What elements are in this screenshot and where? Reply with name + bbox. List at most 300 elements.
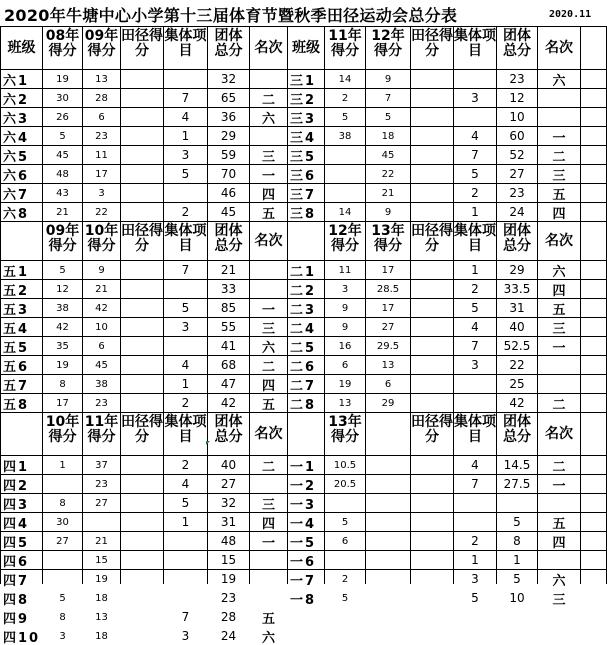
group-score-cell: 1 xyxy=(471,553,479,567)
class-name-cell: 二4 xyxy=(290,321,317,336)
rank-cell xyxy=(538,375,580,393)
class-name-cell: 四10 xyxy=(3,630,41,645)
grade-score-cell xyxy=(366,570,410,588)
group-score-cell: 7 xyxy=(471,339,479,353)
grade-score-cell: 6 xyxy=(341,535,349,547)
class-name-cell: 六1 xyxy=(3,73,30,88)
total-score-cell: 12 xyxy=(509,91,525,105)
rank-cell xyxy=(538,356,580,374)
total-score-cell: 40 xyxy=(220,458,237,472)
grade-score-cell: 38 xyxy=(338,130,352,142)
group-score-cell xyxy=(164,184,207,202)
group-score-cell xyxy=(164,551,207,569)
total-score-cell: 14.5 xyxy=(503,458,531,472)
rank-cell: 一 xyxy=(552,478,566,493)
class-name-cell: 四6 xyxy=(3,554,30,569)
total-score-cell: 5 xyxy=(513,572,521,586)
grade-score-cell xyxy=(411,494,453,512)
column-header-field: 田径得分 xyxy=(121,28,163,59)
rank-cell xyxy=(538,108,580,126)
class-name-cell: 六8 xyxy=(3,206,30,221)
class-name-cell: 一1 xyxy=(290,459,317,474)
grade-score-cell xyxy=(411,318,453,336)
class-name-cell: 二8 xyxy=(290,397,317,412)
grade-score-cell xyxy=(411,203,453,221)
grade-score-cell: 28.5 xyxy=(376,283,400,295)
group-score-cell: 7 xyxy=(181,610,190,624)
grade-score-cell: 9 xyxy=(341,302,349,314)
grade-score-cell: 5 xyxy=(341,592,349,604)
group-score-cell: 7 xyxy=(181,91,190,105)
grade-score-cell: 5 xyxy=(341,111,349,123)
class-name-cell: 二5 xyxy=(290,340,317,355)
column-header-class: 班级 xyxy=(7,39,36,56)
group-score-cell: 1 xyxy=(181,515,190,529)
column-header-g09: 09年得分 xyxy=(45,223,80,254)
grade-score-cell: 11 xyxy=(95,149,108,161)
column-header-g13: 13年得分 xyxy=(328,414,362,445)
column-header-g12: 12年得分 xyxy=(371,28,405,59)
class-name-cell: 三7 xyxy=(290,187,317,202)
group-score-cell: 7 xyxy=(181,263,190,277)
class-name-cell: 六7 xyxy=(3,187,30,202)
rank-cell: 四 xyxy=(552,206,566,221)
class-name-cell: 三5 xyxy=(290,149,317,164)
group-score-cell: 7 xyxy=(471,148,479,162)
total-score-cell: 33.5 xyxy=(503,282,531,296)
group-score-cell: 5 xyxy=(471,591,479,605)
grade-score-cell: 15 xyxy=(95,554,108,566)
rank-cell xyxy=(250,570,287,588)
total-score-cell: 10 xyxy=(509,591,525,605)
grade-score-cell xyxy=(411,165,453,183)
total-score-cell: 36 xyxy=(220,110,237,124)
grade-score-cell xyxy=(121,299,163,317)
total-score-cell: 27.5 xyxy=(503,477,531,491)
rank-cell: 一 xyxy=(261,302,275,317)
grade-score-cell: 17 xyxy=(381,302,395,314)
group-score-cell: 4 xyxy=(471,320,479,334)
total-score-cell: 70 xyxy=(220,167,237,181)
grade-score-cell xyxy=(411,513,453,531)
grade-score-cell: 20.5 xyxy=(333,478,357,490)
total-score-cell xyxy=(497,494,537,512)
class-name-cell: 四8 xyxy=(3,592,30,607)
rank-cell: 四 xyxy=(261,516,275,531)
group-score-cell xyxy=(164,532,207,550)
grade-score-cell xyxy=(366,589,410,607)
grade-score-cell xyxy=(121,608,163,626)
group-score-cell: 5 xyxy=(181,167,190,181)
grade-score-cell: 6 xyxy=(98,111,105,123)
grade-score-cell xyxy=(121,356,163,374)
grade-score-cell: 18 xyxy=(95,592,108,604)
total-score-cell: 31 xyxy=(509,301,525,315)
class-name-cell: 二6 xyxy=(290,359,317,374)
class-name-cell: 一5 xyxy=(290,535,317,550)
total-score-cell: 48 xyxy=(220,534,237,548)
grade-score-cell: 10 xyxy=(95,321,108,333)
grade-score-cell: 14 xyxy=(338,206,352,218)
grade-score-cell: 21 xyxy=(95,535,108,547)
grade-score-cell xyxy=(366,494,410,512)
grade-score-cell: 22 xyxy=(381,168,395,180)
total-score-cell: 28 xyxy=(220,610,237,624)
grade-score-cell: 23 xyxy=(95,397,108,409)
grade-score-cell xyxy=(121,108,163,126)
grade-score-cell: 9 xyxy=(384,206,392,218)
grade-score-cell xyxy=(121,375,163,393)
rank-cell: 六 xyxy=(261,111,275,126)
class-name-cell: 二2 xyxy=(290,283,317,298)
rank-cell xyxy=(250,261,287,279)
rank-cell: 六 xyxy=(261,340,275,355)
rank-cell: 五 xyxy=(261,611,275,626)
group-score-cell: 2 xyxy=(181,458,190,472)
grade-score-cell xyxy=(121,551,163,569)
group-score-cell: 3 xyxy=(471,572,479,586)
rank-cell: 二 xyxy=(552,149,566,164)
group-score-cell: 1 xyxy=(181,129,190,143)
grade-score-cell xyxy=(325,165,365,183)
grade-score-cell xyxy=(411,532,453,550)
column-header-total: 团体总分 xyxy=(214,28,243,59)
class-name-cell: 五2 xyxy=(3,283,30,298)
grade-score-cell xyxy=(121,261,163,279)
total-score-cell: 15 xyxy=(220,553,237,567)
total-score-cell: 21 xyxy=(220,263,237,277)
class-name-cell: 三6 xyxy=(290,168,317,183)
grade-score-cell xyxy=(411,589,453,607)
column-header-class: 班级 xyxy=(292,39,320,56)
column-header-group: 集体项目 xyxy=(454,414,496,445)
group-score-cell: 7 xyxy=(471,477,479,491)
class-name-cell: 四4 xyxy=(3,516,30,531)
total-score-cell: 65 xyxy=(220,91,237,105)
grade-score-cell xyxy=(411,127,453,145)
total-score-cell: 27 xyxy=(509,167,525,181)
grade-score-cell: 9 xyxy=(384,73,392,85)
grade-score-cell: 37 xyxy=(95,459,108,471)
rank-cell: 一 xyxy=(552,340,566,355)
class-name-cell: 五5 xyxy=(3,340,30,355)
grade-score-cell: 19 xyxy=(338,378,352,390)
grade-score-cell: 45 xyxy=(381,149,395,161)
rank-cell: 六 xyxy=(552,264,566,279)
column-header-field: 田径得分 xyxy=(411,28,453,59)
total-score-cell: 24 xyxy=(509,205,525,219)
grade-score-cell: 21 xyxy=(56,206,69,218)
class-name-cell: 六4 xyxy=(3,130,30,145)
grade-score-cell: 19 xyxy=(56,359,69,371)
grade-score-cell xyxy=(83,513,120,531)
class-name-cell: 一2 xyxy=(290,478,317,493)
page-title: 2020年牛塘中心小学第十三届体育节暨秋季田径运动会总分表 xyxy=(4,6,458,25)
grade-score-cell xyxy=(325,551,365,569)
total-score-cell: 32 xyxy=(220,496,237,510)
group-score-cell: 2 xyxy=(471,282,479,296)
grade-score-cell xyxy=(366,475,410,493)
total-score-cell: 68 xyxy=(220,358,237,372)
total-score-cell: 45 xyxy=(220,205,237,219)
total-score-cell: 31 xyxy=(220,515,237,529)
total-score-cell: 85 xyxy=(220,301,237,315)
group-score-cell: 2 xyxy=(181,396,190,410)
grade-score-cell xyxy=(411,108,453,126)
group-score-cell xyxy=(164,337,207,355)
rank-cell: 三 xyxy=(552,168,566,183)
grade-score-cell xyxy=(411,337,453,355)
total-score-cell: 52 xyxy=(509,148,525,162)
grade-score-cell xyxy=(43,551,82,569)
grade-score-cell: 27 xyxy=(95,497,108,509)
cell-comment-marker xyxy=(206,441,210,445)
rank-cell: 三 xyxy=(261,321,275,336)
class-name-cell: 四9 xyxy=(3,611,30,626)
grade-score-cell: 42 xyxy=(56,321,69,333)
grade-score-cell xyxy=(411,261,453,279)
column-header-total: 团体总分 xyxy=(214,223,243,254)
total-score-cell: 47 xyxy=(220,377,237,391)
class-name-cell: 三8 xyxy=(290,206,317,221)
total-score-cell: 8 xyxy=(513,534,521,548)
group-score-cell: 3 xyxy=(471,91,479,105)
grade-score-cell xyxy=(121,456,163,474)
class-name-cell: 五3 xyxy=(3,302,30,317)
grade-score-cell: 11 xyxy=(338,264,352,276)
grade-score-cell: 26 xyxy=(56,111,69,123)
group-score-cell xyxy=(164,589,207,607)
class-name-cell: 一4 xyxy=(290,516,317,531)
group-score-cell: 1 xyxy=(181,377,190,391)
grade-score-cell xyxy=(121,280,163,298)
grade-score-cell xyxy=(121,165,163,183)
column-header-g10: 10年得分 xyxy=(45,414,80,445)
rank-cell: 四 xyxy=(261,187,275,202)
class-name-cell: 二3 xyxy=(290,302,317,317)
grade-score-cell: 43 xyxy=(56,187,69,199)
grade-score-cell: 23 xyxy=(95,130,108,142)
grade-score-cell xyxy=(121,570,163,588)
grade-score-cell: 21 xyxy=(95,283,108,295)
total-score-cell: 23 xyxy=(509,186,525,200)
grade-score-cell: 6 xyxy=(384,378,392,390)
class-name-cell: 五7 xyxy=(3,378,30,393)
column-header-total: 团体总分 xyxy=(214,414,243,445)
grade-score-cell: 29.5 xyxy=(376,340,400,352)
column-header-g13: 13年得分 xyxy=(371,223,405,254)
rank-cell xyxy=(250,589,287,607)
grade-score-cell xyxy=(411,70,453,88)
grade-score-cell: 3 xyxy=(59,630,66,642)
rank-cell xyxy=(250,280,287,298)
grade-score-cell: 5 xyxy=(341,516,349,528)
grade-score-cell: 9 xyxy=(341,321,349,333)
grade-score-cell: 22 xyxy=(95,206,108,218)
grade-score-cell: 23 xyxy=(95,478,108,490)
total-score-cell: 42 xyxy=(220,396,237,410)
total-score-cell: 42 xyxy=(509,396,525,410)
class-name-cell: 二7 xyxy=(290,378,317,393)
grade-score-cell: 30 xyxy=(56,516,69,528)
group-score-cell: 4 xyxy=(181,477,190,491)
grade-score-cell: 8 xyxy=(59,497,66,509)
class-name-cell: 五8 xyxy=(3,397,30,412)
column-header-g10: 10年得分 xyxy=(84,223,119,254)
total-score-cell: 60 xyxy=(509,129,525,143)
column-header-rank: 名次 xyxy=(545,39,573,56)
column-header-rank: 名次 xyxy=(254,232,283,249)
group-score-cell: 1 xyxy=(471,263,479,277)
grade-score-cell xyxy=(366,551,410,569)
grade-score-cell: 21 xyxy=(381,187,395,199)
column-header-field: 田径得分 xyxy=(411,414,453,445)
rank-cell xyxy=(250,127,287,145)
grade-score-cell: 29 xyxy=(381,397,395,409)
total-score-cell: 32 xyxy=(220,72,237,86)
group-score-cell xyxy=(454,394,496,412)
class-name-cell: 三1 xyxy=(290,73,317,88)
grade-score-cell: 8 xyxy=(59,378,66,390)
grade-score-cell: 7 xyxy=(384,92,392,104)
grade-score-cell xyxy=(411,299,453,317)
group-score-cell: 2 xyxy=(181,205,190,219)
grade-score-cell xyxy=(121,70,163,88)
total-score-cell: 22 xyxy=(509,358,525,372)
group-score-cell: 2 xyxy=(471,534,479,548)
grade-score-cell xyxy=(366,532,410,550)
total-score-cell: 29 xyxy=(509,263,525,277)
grade-score-cell: 16 xyxy=(338,340,352,352)
total-score-cell: 40 xyxy=(509,320,525,334)
grade-score-cell: 13 xyxy=(95,611,108,623)
grade-score-cell xyxy=(411,456,453,474)
grade-score-cell: 5 xyxy=(384,111,392,123)
grade-score-cell: 38 xyxy=(56,302,69,314)
class-name-cell: 五4 xyxy=(3,321,30,336)
class-name-cell: 三4 xyxy=(290,130,317,145)
column-header-rank: 名次 xyxy=(254,39,283,56)
grade-score-cell: 3 xyxy=(341,283,349,295)
grade-score-cell xyxy=(121,318,163,336)
group-score-cell: 5 xyxy=(471,301,479,315)
grade-score-cell xyxy=(411,356,453,374)
rank-cell: 四 xyxy=(552,283,566,298)
grade-score-cell xyxy=(43,475,82,493)
total-score-cell: 24 xyxy=(220,629,237,643)
total-score-cell: 55 xyxy=(220,320,237,334)
class-name-cell: 四1 xyxy=(3,459,30,474)
rank-cell xyxy=(538,551,580,569)
grade-score-cell xyxy=(411,475,453,493)
class-name-cell: 二1 xyxy=(290,264,317,279)
class-name-cell: 一3 xyxy=(290,497,317,512)
grade-score-cell xyxy=(411,570,453,588)
column-header-g11: 11年得分 xyxy=(84,414,119,445)
group-score-cell xyxy=(454,108,496,126)
grade-score-cell xyxy=(121,337,163,355)
rank-cell: 三 xyxy=(261,149,275,164)
group-score-cell: 5 xyxy=(471,167,479,181)
grade-score-cell xyxy=(121,627,163,645)
group-score-cell: 4 xyxy=(471,458,479,472)
grade-score-cell: 18 xyxy=(381,130,395,142)
grade-score-cell: 28 xyxy=(95,92,108,104)
class-name-cell: 四3 xyxy=(3,497,30,512)
grade-score-cell xyxy=(411,551,453,569)
total-score-cell: 25 xyxy=(509,377,525,391)
grade-score-cell xyxy=(411,394,453,412)
grade-score-cell: 5 xyxy=(59,130,66,142)
class-name-cell: 六3 xyxy=(3,111,30,126)
class-name-cell: 五6 xyxy=(3,359,30,374)
class-name-cell: 六2 xyxy=(3,92,30,107)
grade-score-cell: 17 xyxy=(56,397,69,409)
grade-score-cell xyxy=(121,589,163,607)
rank-cell: 五 xyxy=(552,302,566,317)
rank-cell: 二 xyxy=(261,459,275,474)
grade-score-cell: 17 xyxy=(381,264,395,276)
rank-cell: 六 xyxy=(552,73,566,88)
column-header-field: 田径得分 xyxy=(121,414,163,445)
grade-score-cell: 19 xyxy=(95,573,108,585)
rank-cell xyxy=(538,494,580,512)
grade-score-cell: 45 xyxy=(95,359,108,371)
column-header-g12: 12年得分 xyxy=(328,223,362,254)
rank-cell: 二 xyxy=(261,92,275,107)
grade-score-cell: 2 xyxy=(341,92,349,104)
grade-score-cell: 5 xyxy=(59,592,66,604)
grade-score-cell: 45 xyxy=(56,149,69,161)
grade-score-cell xyxy=(121,203,163,221)
rank-cell: 三 xyxy=(552,592,566,607)
column-header-field: 田径得分 xyxy=(121,223,163,254)
grade-score-cell: 38 xyxy=(95,378,108,390)
group-score-cell xyxy=(454,70,496,88)
grade-score-cell xyxy=(121,513,163,531)
rank-cell: 六 xyxy=(261,630,275,645)
column-header-field: 田径得分 xyxy=(411,223,453,254)
column-header-group: 集体项目 xyxy=(164,223,207,254)
grade-score-cell xyxy=(121,127,163,145)
grade-score-cell: 30 xyxy=(56,92,69,104)
grade-score-cell: 10.5 xyxy=(333,459,357,471)
grade-score-cell: 12 xyxy=(56,283,69,295)
grade-score-cell: 35 xyxy=(56,340,69,352)
rank-cell: 三 xyxy=(261,497,275,512)
group-score-cell: 3 xyxy=(181,148,190,162)
column-header-g08: 08年得分 xyxy=(45,28,80,59)
grade-score-cell xyxy=(121,146,163,164)
total-score-cell: 52.5 xyxy=(503,339,531,353)
column-header-group: 集体项目 xyxy=(454,28,496,59)
class-name-cell: 六6 xyxy=(3,168,30,183)
grade-score-cell: 1 xyxy=(59,459,66,471)
rank-cell: 二 xyxy=(552,459,566,474)
total-score-cell: 23 xyxy=(509,72,525,86)
grade-score-cell: 27 xyxy=(56,535,69,547)
grade-score-cell: 14 xyxy=(338,73,352,85)
class-name-cell: 四5 xyxy=(3,535,30,550)
total-score-cell: 33 xyxy=(220,282,237,296)
rank-cell: 一 xyxy=(261,168,275,183)
rank-cell: 四 xyxy=(261,378,275,393)
rank-cell: 一 xyxy=(552,130,566,145)
grade-score-cell xyxy=(121,184,163,202)
grade-score-cell xyxy=(411,146,453,164)
rank-cell: 二 xyxy=(552,397,566,412)
column-header-total: 团体总分 xyxy=(503,28,531,59)
